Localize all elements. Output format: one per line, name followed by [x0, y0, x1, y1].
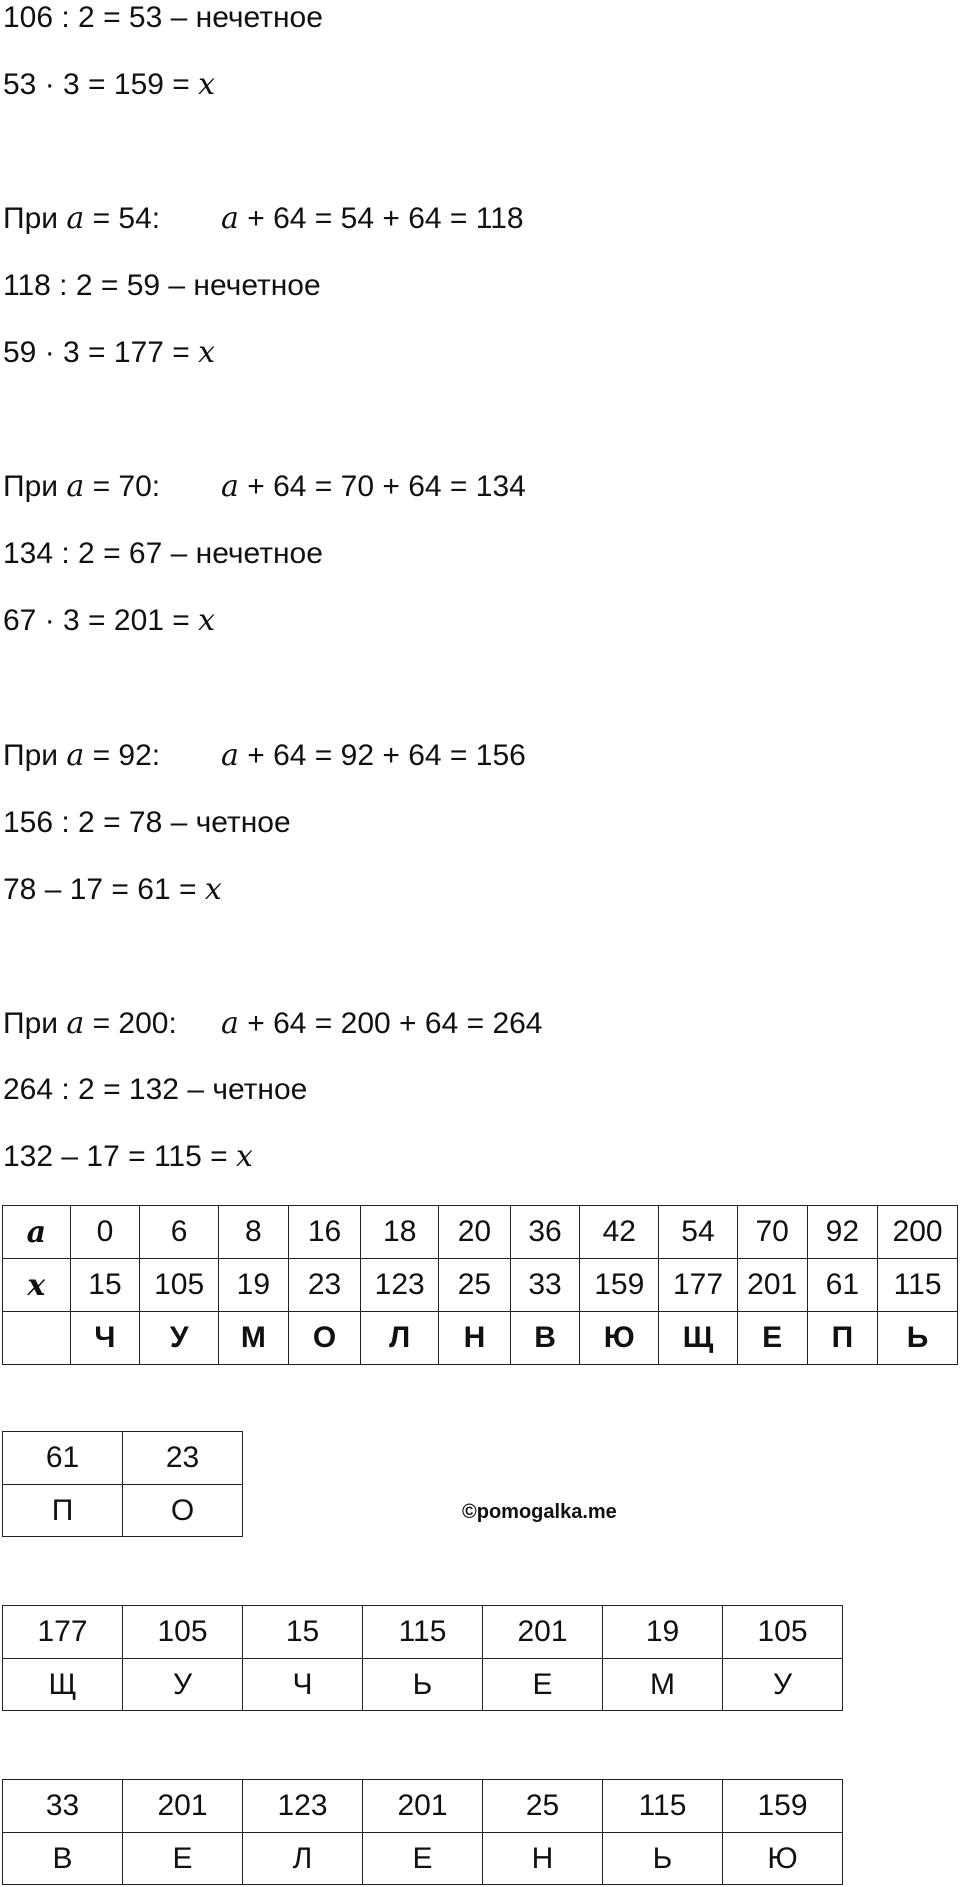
table-row-x [3, 1259, 958, 1312]
number-cell: 25 [483, 1780, 603, 1833]
case-heading-92: При a = 92: a + 64 = 92 + 64 = 156 [3, 738, 526, 773]
letter-cell: У [723, 1659, 843, 1711]
case-heading-200: При a = 200: a + 64 = 200 + 64 = 264 [3, 1006, 543, 1041]
number-cell: 61 [3, 1432, 123, 1485]
number-cell: 105 [123, 1606, 243, 1659]
letter-cell: Н [439, 1312, 511, 1365]
x-value: 123 [361, 1259, 439, 1312]
table-row-a [3, 1206, 958, 1259]
word-row-numbers [3, 1606, 843, 1659]
calc-line: 67 · 3 = 201 = x [3, 603, 216, 638]
word-row-letters [3, 1659, 843, 1711]
letter-cell: Е [123, 1833, 243, 1885]
a-value: 54 [659, 1206, 738, 1259]
calc-line: 264 : 2 = 132 – четное [3, 1073, 308, 1106]
a-value: 18 [361, 1206, 439, 1259]
number-cell: 33 [3, 1780, 123, 1833]
a-value: 8 [219, 1206, 289, 1259]
letter-cell: М [219, 1312, 289, 1365]
row-label-x: x [3, 1259, 71, 1312]
main-table [2, 1205, 958, 1365]
letter-cell: Л [361, 1312, 439, 1365]
calc-line: 53 · 3 = 159 = x [3, 67, 216, 102]
letter-cell: Ю [580, 1312, 659, 1365]
letter-cell: У [140, 1312, 219, 1365]
x-value: 61 [807, 1259, 878, 1312]
letter-cell: Ь [603, 1833, 723, 1885]
letter-cell: У [123, 1659, 243, 1711]
empty-cell [3, 1312, 71, 1365]
calc-line: 59 · 3 = 177 = x [3, 335, 216, 370]
letter-cell: О [123, 1485, 243, 1537]
letter-cell: Ь [363, 1659, 483, 1711]
case-heading-54: При a = 54: a + 64 = 54 + 64 = 118 [3, 201, 524, 236]
letter-cell: П [807, 1312, 878, 1365]
letter-cell: М [603, 1659, 723, 1711]
number-cell: 201 [123, 1780, 243, 1833]
letter-cell: П [3, 1485, 123, 1537]
letter-cell: Щ [3, 1659, 123, 1711]
a-value: 92 [807, 1206, 878, 1259]
calc-line: 118 : 2 = 59 – нечетное [3, 269, 321, 302]
number-cell: 19 [603, 1606, 723, 1659]
number-cell: 177 [3, 1606, 123, 1659]
x-value: 105 [140, 1259, 219, 1312]
word-table-2 [2, 1605, 843, 1711]
a-value: 0 [70, 1206, 140, 1259]
x-value: 201 [737, 1259, 807, 1312]
x-value: 23 [288, 1259, 361, 1312]
letter-cell: Ч [70, 1312, 140, 1365]
word-table-3 [2, 1779, 843, 1885]
letter-cell: Е [737, 1312, 807, 1365]
a-value: 20 [439, 1206, 511, 1259]
word-table-1 [2, 1431, 243, 1537]
x-value: 115 [878, 1259, 958, 1312]
a-value: 200 [878, 1206, 958, 1259]
x-value: 15 [70, 1259, 140, 1312]
word-row-letters [3, 1485, 243, 1537]
number-cell: 159 [723, 1780, 843, 1833]
x-value: 159 [580, 1259, 659, 1312]
table-row-letters [3, 1312, 958, 1365]
letter-cell: Ч [243, 1659, 363, 1711]
number-cell: 201 [483, 1606, 603, 1659]
letter-cell: Е [483, 1659, 603, 1711]
word-row-numbers [3, 1432, 243, 1485]
calc-line: 134 : 2 = 67 – нечетное [3, 537, 323, 570]
letter-cell: О [288, 1312, 361, 1365]
x-value: 33 [510, 1259, 580, 1312]
number-cell: 23 [123, 1432, 243, 1485]
word-row-letters [3, 1833, 843, 1885]
word-row-numbers [3, 1780, 843, 1833]
a-value: 16 [288, 1206, 361, 1259]
x-value: 19 [219, 1259, 289, 1312]
number-cell: 115 [363, 1606, 483, 1659]
a-value: 70 [737, 1206, 807, 1259]
letter-cell: Ю [723, 1833, 843, 1885]
watermark: ©pomogalka.me [462, 1501, 617, 1523]
number-cell: 15 [243, 1606, 363, 1659]
number-cell: 123 [243, 1780, 363, 1833]
x-value: 25 [439, 1259, 511, 1312]
calc-line: 78 – 17 = 61 = x [3, 872, 222, 907]
letter-cell: Л [243, 1833, 363, 1885]
a-value: 42 [580, 1206, 659, 1259]
number-cell: 115 [603, 1780, 723, 1833]
number-cell: 105 [723, 1606, 843, 1659]
calc-line: 106 : 2 = 53 – нечетное [3, 1, 323, 34]
a-value: 6 [140, 1206, 219, 1259]
letter-cell: В [3, 1833, 123, 1885]
letter-cell: Щ [659, 1312, 738, 1365]
calc-line: 132 – 17 = 115 = x [3, 1139, 253, 1174]
letter-cell: Е [363, 1833, 483, 1885]
x-value: 177 [659, 1259, 738, 1312]
letter-cell: Ь [878, 1312, 958, 1365]
calc-line: 156 : 2 = 78 – четное [3, 806, 291, 839]
row-label-a: a [3, 1206, 71, 1259]
number-cell: 201 [363, 1780, 483, 1833]
case-heading-70: При a = 70: a + 64 = 70 + 64 = 134 [3, 469, 526, 504]
letter-cell: В [510, 1312, 580, 1365]
a-value: 36 [510, 1206, 580, 1259]
letter-cell: Н [483, 1833, 603, 1885]
